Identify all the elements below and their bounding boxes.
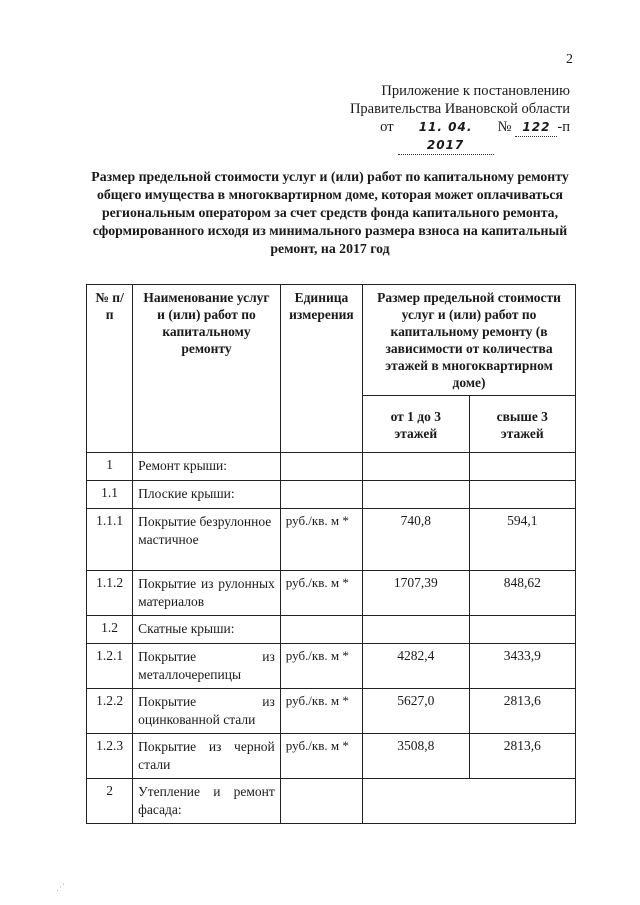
row-num: 2 [87,779,133,824]
row-value-over-3 [469,453,575,481]
row-num: 1.2.2 [87,689,133,734]
handwritten-date: 11. 04. 2017 [398,118,494,155]
row-value-1-3: 4282,4 [363,644,469,689]
table-row [87,644,576,689]
row-value-1-3: 3508,8 [363,734,469,779]
row-value-over-3 [469,481,575,509]
row-values-merged [363,779,576,824]
header-floors-1-3: от 1 до 3 этажей [363,396,469,453]
appendix-line-1: Приложение к постановлению [381,83,570,99]
row-value-1-3: 5627,0 [363,689,469,734]
row-num: 1 [87,453,133,481]
table-row [87,734,576,779]
appendix-line-2: Правительства Ивановской области [349,101,570,117]
table-row [87,779,576,824]
row-value-over-3 [469,616,575,644]
row-unit: руб./кв. м * [280,509,362,571]
row-unit [280,779,362,824]
row-unit: руб./кв. м * [280,689,362,734]
row-value-1-3 [363,453,469,481]
row-unit: руб./кв. м * [280,571,362,616]
row-value-over-3: 594,1 [469,509,575,571]
header-name: Наименование услуг и (или) работ по капитальному ремонту [133,285,281,453]
row-value-1-3 [363,481,469,509]
row-unit [280,481,362,509]
document-title: Размер предельной стоимости услуг и (или) работ по капитальному ремонту общего имущества в многоквартирном доме, которая может оплачиваться региональным оператором за счет средств фонда капитального ремонта, сформированного исходя из минимального размера взноса на капитальный ремонт, на 2017 год [91,169,569,256]
row-name: Покрытие из металлочерепицы [133,644,281,689]
row-name: Покрытие из оцинкованной стали [133,689,281,734]
row-name: Скатные крыши: [133,616,281,644]
handwritten-number: 122 [515,118,557,137]
row-num: 1.1 [87,481,133,509]
row-name: Ремонт крыши: [133,453,281,481]
table-body [87,453,576,824]
from-label: от [380,119,394,135]
header-unit: Единица измерения [280,285,362,453]
table-row [87,689,576,734]
row-value-over-3: 2813,6 [469,734,575,779]
table-row [87,509,576,571]
table-row [87,616,576,644]
row-unit [280,616,362,644]
row-num: 1.2.1 [87,644,133,689]
row-name: Покрытие из черной стали [133,734,281,779]
cost-table [86,284,576,824]
header-cost-group: Размер предельной стоимости услуг и (или) работ по капитальному ремонту (в зависимости от количества этажей в многоквартирном доме) [363,285,576,396]
table-row [87,453,576,481]
row-unit: руб./кв. м * [280,734,362,779]
row-value-1-3: 1707,39 [363,571,469,616]
header-floors-over-3: свыше 3 этажей [469,396,575,453]
order-reference [380,118,570,155]
table-row [87,571,576,616]
row-num: 1.2.3 [87,734,133,779]
row-value-over-3: 2813,6 [469,689,575,734]
row-num: 1.1.2 [87,571,133,616]
row-num: 1.1.1 [87,509,133,571]
row-num: 1.2 [87,616,133,644]
row-name: Покрытие безрулонное мастичное [133,509,281,571]
appendix-block [250,82,570,155]
row-value-1-3: 740,8 [363,509,469,571]
row-name: Утепление и ремонт фасада: [133,779,281,824]
row-unit [280,453,362,481]
table-row [87,481,576,509]
scan-mark: ⋰ [56,883,65,893]
number-suffix: -п [557,119,570,135]
row-name: Плоские крыши: [133,481,281,509]
row-name: Покрытие из рулонных материалов [133,571,281,616]
row-value-1-3 [363,616,469,644]
header-num: № п/п [87,285,133,453]
row-unit: руб./кв. м * [280,644,362,689]
row-value-over-3: 3433,9 [469,644,575,689]
number-label: № [497,119,512,135]
header-row [87,285,576,396]
page-number: 2 [566,52,573,67]
row-value-over-3: 848,62 [469,571,575,616]
